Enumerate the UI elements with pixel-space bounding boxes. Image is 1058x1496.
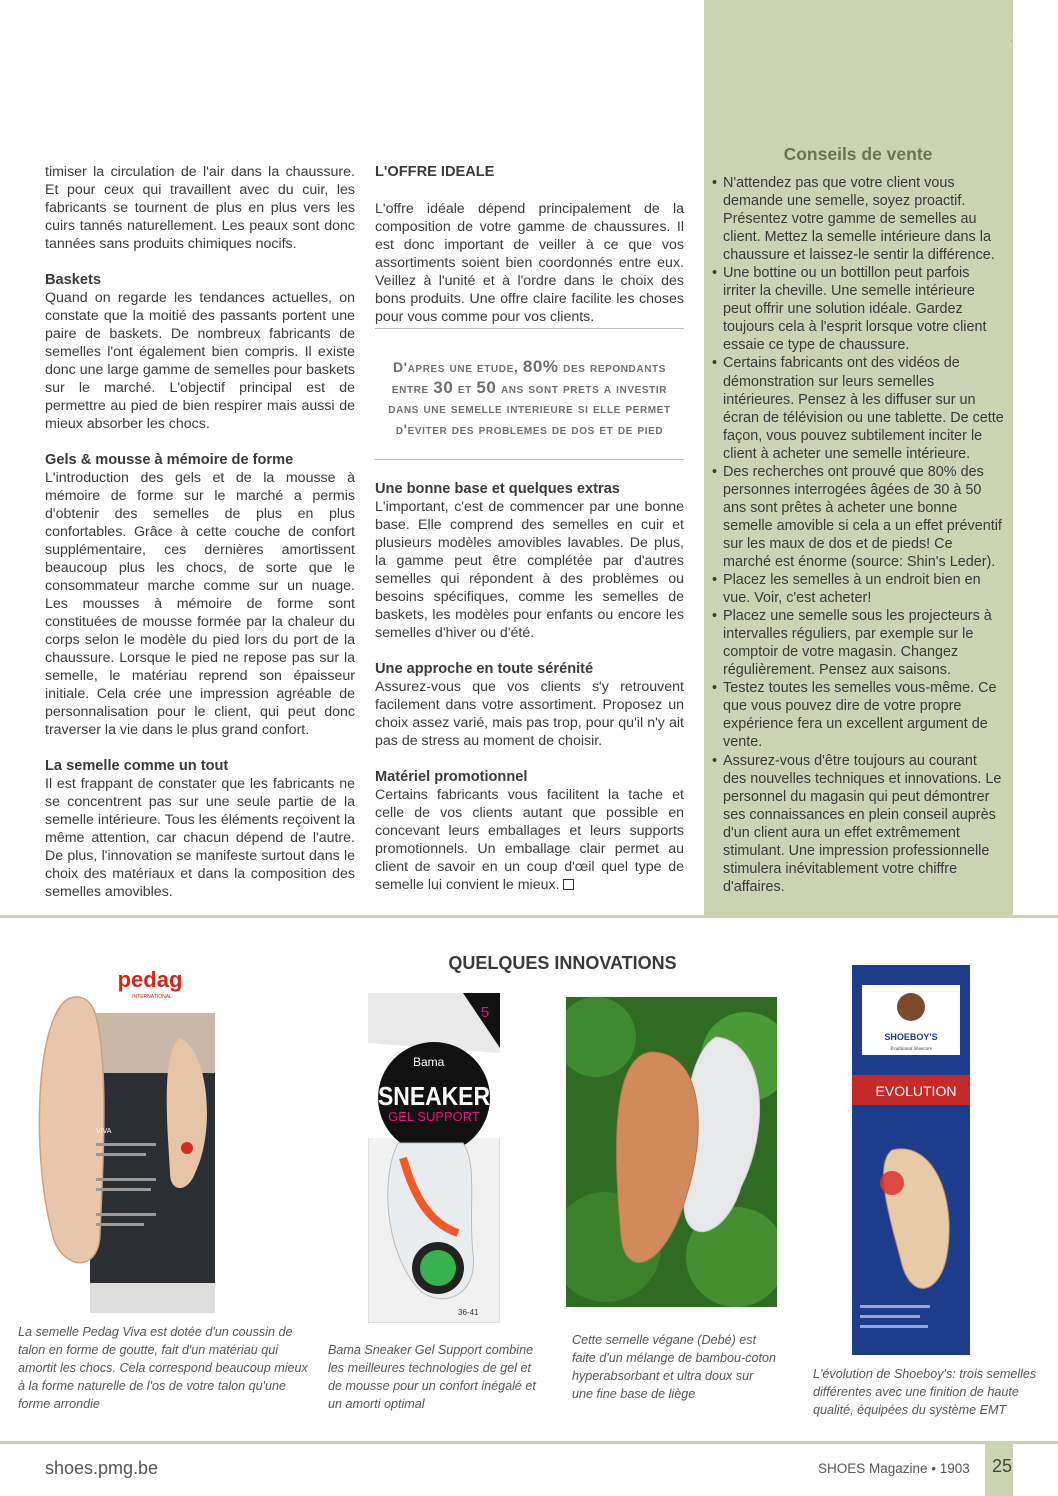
- sidebar-item: • Placez les semelles à un endroit bien en vue. Voir, c'est acheter!: [712, 571, 1004, 607]
- paragraph-materiel: [375, 786, 684, 894]
- sidebar-item: • Une bottine ou un bottillon peut parfois irriter la cheville. Une semelle intérieure peut offrir une solution idéale. Gardez toujours cela à l'esprit lorsque votre client essaie ce type de chaussure.: [712, 264, 1004, 354]
- pull-quote-text-3: et: [453, 379, 477, 396]
- pull-quote-30: 30: [433, 377, 454, 397]
- pull-quote-80: 80%: [522, 357, 559, 376]
- sidebar-item: • Testez toutes les semelles vous-même. Ce que vous pouvez dire de votre propre expérience fera un excellent argument de vente.: [712, 679, 1004, 751]
- sidebar-list: [712, 174, 1004, 896]
- sidebar-item: • Certains fabricants ont des vidéos de démonstration sur leurs semelles intérieures. Pensez à les diffuser sur un écran de télévision ou une tablette. De cette façon, vous pouvez subtilement inciter le client à acheter une semelle intérieure.: [712, 354, 1004, 462]
- paragraph-offre-ideale: L'offre idéale dépend principalement de la composition de votre gamme de chaussures. Il est donc important de veiller à ce que vos assortiments soient bien coordonnés entre eux. Veillez à l'unité et à l'ordre dans le choix des bons produits. Une offre claire facilite les choses pour vous comme pour vos clients.: [375, 200, 684, 329]
- debe-vegan-image: [566, 997, 777, 1307]
- pull-quote-50: 50: [476, 377, 497, 397]
- pedag-model-text: VIVA: [96, 1128, 112, 1135]
- paragraph-intro: timiser la circulation de l'air dans la chaussure. Et pour ceux qui travaillent avec du cuir, les fabricants se tournent de plus en plus vers les cuirs tannés naturellement. Les peaux sont donc tannées sans produits chimiques nocifs.: [45, 164, 355, 252]
- pedag-logo-sub: INTERNATIONAL: [132, 994, 172, 1000]
- page-number: 25: [992, 1456, 1013, 1476]
- heading-materiel: Matériel promotionnel: [375, 769, 528, 785]
- bama-line1: SNEAKER: [378, 1081, 491, 1111]
- end-mark-icon: [563, 879, 574, 890]
- heading-gels: Gels & mousse à mémoire de forme: [45, 452, 294, 468]
- bama-size: 36-41: [458, 1308, 479, 1317]
- paragraph-baskets: Quand on regarde les tendances actuelles, on constate que la moitié des passants portent une paire de baskets. De nombreux fabricants de semelles l'ont également bien compris. Il existe donc une large gamme de semelles pour baskets sur le marché. L'objectif principal est de permettre au pied de bien respirer mais aussi de mieux absorber les chocs.: [45, 290, 355, 432]
- bama-brand: Bama: [413, 1055, 445, 1069]
- sidebar-item: • Placez une semelle sous les projecteurs à intervalles réguliers, par exemple sur le comptoir de votre magasin. Changez régulièrement. Pensez aux saisons.: [712, 607, 1004, 679]
- pull-quote: [375, 357, 684, 460]
- pedag-logo-text: pedag: [117, 967, 183, 992]
- caption-pedag: La semelle Pedag Viva est dotée d'un coussin de talon en forme de goutte, fait d'un matériau qui amortit les chocs. Cela correspond beaucoup mieux à la forme naturelle de l'os de votre talon qu'une forme arrondie: [18, 1325, 308, 1411]
- paragraph-semelle-tout: Il est frappant de constater que les fabricants ne se concentrent pas sur une seule partie de la semelle intérieure. Tous les éléments reçoivent la même attention, car chacun dépend de l'autre. De plus, l'innovation se manifeste surtout dans le choix des matériaux et dans la composition des semelles amovibles.: [45, 776, 355, 900]
- caption-debe: Cette semelle végane (Debé) est faite d'un mélange de bambou-coton hyperabsorbant et ultra doux sur une fine base de liège: [572, 1333, 777, 1401]
- divider-top: [0, 915, 1058, 918]
- sidebar-title: Conseils de vente: [783, 144, 933, 164]
- pedag-viva-image: [30, 943, 215, 1313]
- footer-magazine: SHOES Magazine • 1903: [818, 1461, 970, 1476]
- heading-baskets: Baskets: [45, 272, 101, 288]
- pull-quote-text-2: des repondants entre: [391, 359, 667, 396]
- sidebar-item: • Assurez-vous d'être toujours au courant des nouvelles techniques et innovations. Le personnel du magasin qui peut démontrer ses connaissances en plein conseil auprès d'un client aura un effet extrêmement stimulant. Une impression professionnelle stimulera inévitablement votre chiffre d'affaires.: [712, 752, 1004, 896]
- corner-mark: ': [1010, 38, 1012, 48]
- shoeboys-evolution-image: [852, 965, 970, 1355]
- paragraph-approche: Assurez-vous que vos clients s'y retrouvent facilement dans votre assortiment. Proposez un choix assez varié, mais pas trop, pour qu'il n'y ait pas de stress au moment de choisir.: [375, 679, 684, 749]
- bama-line2: GEL SUPPORT: [388, 1109, 480, 1124]
- bama-number: 5: [480, 1004, 490, 1021]
- sidebar-item: • N'attendez pas que votre client vous demande une semelle, soyez proactif. Présentez votre gamme de semelles au client. Mettez la semelle intérieure dans la chaussure et laissez-le sentir la différence.: [712, 174, 1004, 264]
- bama-sneaker-image: [368, 993, 500, 1323]
- divider-bottom: [0, 1441, 1058, 1444]
- paragraph-materiel-text: Certains fabricants vous facilitent la tache et celle de vos clients autant que possible en concevant leurs emballages et leurs supports promotionnels. Un emballage clair permet au client de savoir en un coup d'œil quel type de semelle lui convient le mieux.: [375, 787, 684, 893]
- sidebar-item: • Des recherches ont prouvé que 80% des personnes interrogées âgées de 30 à 50 ans sont prêtes à acheter une bonne semelle amovible si cela a un effet préventif sur les maux de dos et de pieds! Ce marché est énorme (source: Shin's Leder).: [712, 463, 1004, 571]
- pull-quote-text-1: D'apres une etude,: [392, 359, 523, 375]
- heading-offre-ideale: L'OFFRE IDEALE: [375, 164, 495, 180]
- article-column-1: [45, 163, 355, 901]
- heading-approche: Une approche en toute sérénité: [375, 661, 594, 677]
- heading-bonne-base: Une bonne base et quelques extras: [375, 481, 620, 497]
- caption-bama: Bama Sneaker Gel Support combine les meilleures technologies de gel et de mousse pour un confort inégalé et un amorti optimal: [328, 1343, 536, 1411]
- innovations-title: QUELQUES INNOVATIONS: [448, 953, 677, 973]
- paragraph-bonne-base: L'important, c'est de commencer par une bonne base. Elle comprend des semelles en cuir et plusieurs modèles amovibles lavables. De plus, la gamme peut être complétée par d'autres semelles qui répondent à des problèmes ou besoins spécifiques, comme les semelles de baskets, les modèles pour enfants ou encore les semelles d'hiver ou d'été.: [375, 499, 684, 641]
- sidebar-conseils: [712, 143, 1004, 896]
- caption-shoeboys: L'évolution de Shoeboy's: trois semelles différentes avec une finition de haute qualité, équipées du système EMT: [813, 1367, 1037, 1417]
- paragraph-gels: L'introduction des gels et de la mousse à mémoire de forme sur le marché a permis d'obtenir des semelles de plus en plus confortables. Grâce à cette couche de confort supplémentaire, ces dernières amortissent beaucoup plus les chocs, de sorte que le consommateur marche comme sur un nuage. Les mousses à mémoire de forme sont constituées de mousse formée par la chaleur du corps selon le modèle du pied lors du port de la chaussure. Lorsque le pied ne repose pas sur la semelle, le matériau reprend son épaisseur initiale. Cela crée une impression agréable de personnalisation pour le client, qui peut donc traverser la vie dans le plus grand confort.: [45, 470, 355, 738]
- footer-url: shoes.pmg.be: [45, 1458, 159, 1478]
- pull-quote-text-4: ans sont prets a investir dans une semelle interieure si elle permet d'eviter des problemes de dos et de pied: [388, 379, 671, 437]
- heading-semelle-tout: La semelle comme un tout: [45, 758, 229, 774]
- shoeboys-brand: SHOEBOY'S: [884, 1032, 938, 1042]
- shoeboys-model: EVOLUTION: [875, 1083, 957, 1099]
- shoeboys-sub: Traditional Shoecare: [889, 1047, 933, 1052]
- article-column-2: [375, 163, 684, 894]
